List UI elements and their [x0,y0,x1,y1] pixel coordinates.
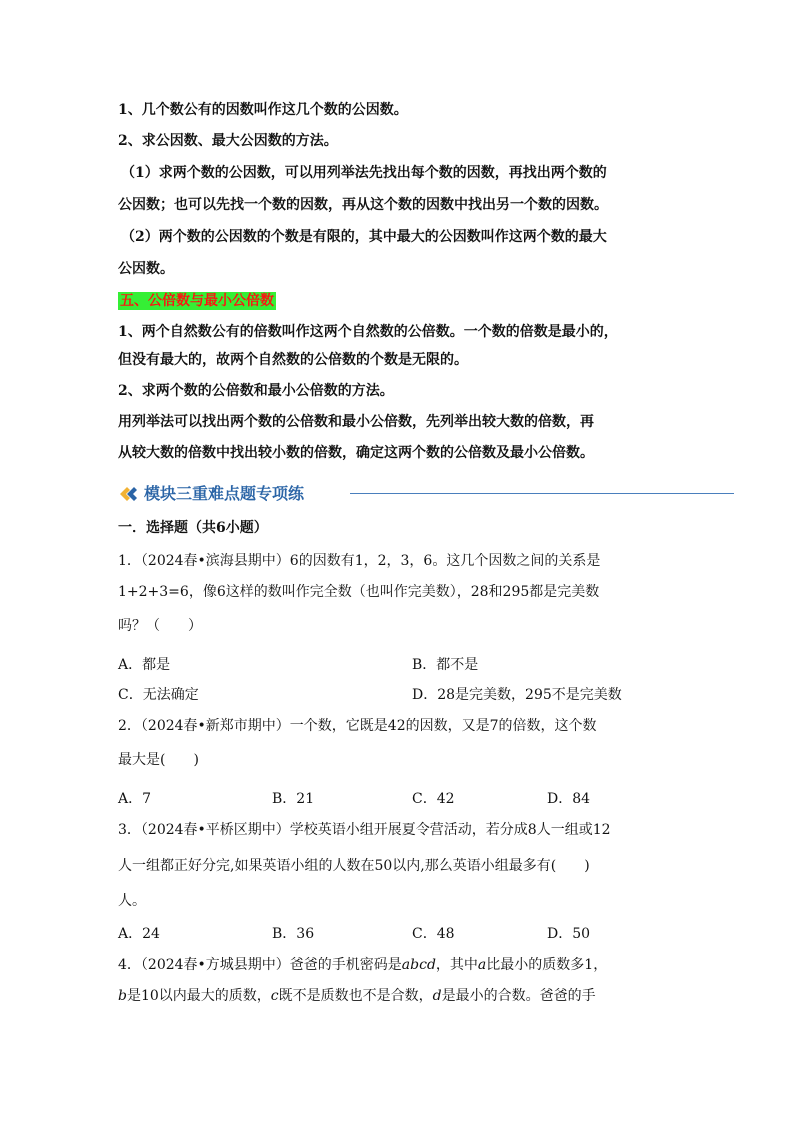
q1-stem-end: 吗？（ [118,618,160,634]
point-method-2-line1: （2）两个数的公因数的个数是有限的，其中最大的公因数叫作这两个数的最大 [121,229,607,245]
point-method-1-line1: （1）求两个数的公因数，可以用列举法先找出每个数的因数，再找出两个数的 [121,165,607,181]
q3-line1: 3．（2024春•平桥区期中）学校英语小组开展夏令营活动，若分成8人一组或12 [118,822,611,838]
q3-option-c: C．48 [412,926,455,942]
point-method-2-line2: 公因数。 [118,261,174,277]
q3-line3: 人。 [118,893,146,909]
point-method-heading: 2、求公因数、最大公因数的方法。 [118,133,338,149]
q4-var-d: d [432,988,442,1004]
q3-paren-close: ) [584,858,590,874]
q2-line2 [118,750,199,770]
double-chevron-icon [118,485,140,503]
q4-stem-e: 既不是质数也不是合数， [278,988,433,1004]
module-banner [118,482,618,506]
section-five-highlight: 五、公倍数与最小公倍数 [120,293,274,309]
q1-line2: 1+2+3=6，像6这样的数叫作完全数（也叫作完美数），28和295都是完美数 [118,584,600,600]
q4-stem-b: ，其中 [435,957,478,973]
q1-line3 [118,616,202,636]
point-multiple-method-line1: 用列举法可以找出两个数的公倍数和最小公倍数，先列举出较大数的倍数，再 [118,414,594,430]
q1-option-c: C．无法确定 [118,687,199,703]
q2-option-d: D．84 [547,791,591,807]
q1-paren-close: ） [188,618,202,634]
q3-stem: 人一组都正好分完,如果英语小组的人数在50以内,那么英语小组最多有( [118,858,557,874]
q1-option-b: B．都不是 [412,657,479,673]
q4-var-a: a [477,957,487,973]
q3-option-d: D．50 [547,926,591,942]
q3-option-a: A．24 [118,926,160,942]
q2-option-c: C．42 [412,791,455,807]
point-common-multiple-line1: 1、两个自然数公有的倍数叫作这两个自然数的公倍数。一个数的倍数是最小的， [118,324,618,340]
q4-line2 [118,986,596,1006]
section-choice-title: 一．选择题（共6小题） [118,520,268,536]
q3-option-b: B．36 [272,926,315,942]
q4-stem-f: 是最小的合数。爸爸的手 [441,988,596,1004]
q2-paren-close: ) [193,752,199,768]
q1-option-d: D．28是完美数，295不是完美数 [412,687,622,703]
q2-option-a: A．7 [118,791,152,807]
q2-option-b: B．21 [272,791,315,807]
point-common-factor-def: 1、几个数公有的因数叫作这几个数的公因数。 [118,102,408,118]
q4-var-b: b [118,988,127,1004]
q3-line2 [118,856,590,876]
section-five-title [118,291,276,311]
point-common-multiple-line2: 但没有最大的，故两个自然数的公倍数的个数是无限的。 [118,352,468,368]
module-rule [350,493,734,494]
q4-stem-d: 是10以内最大的质数， [126,988,271,1004]
q4-line1 [118,955,607,975]
q4-stem-a: 4．（2024春•方城县期中）爸爸的手机密码是 [118,957,402,973]
q1-line1: 1．（2024春•滨海县期中）6的因数有1，2，3，6。这几个因数之间的关系是 [118,553,601,569]
module-title: 模块三重难点题专项练 [144,484,305,503]
point-multiple-method-heading: 2、求两个数的公倍数和最小公倍数的方法。 [118,383,394,399]
point-method-1-line2: 公因数；也可以先找一个数的因数，再从这个数的因数中找出另一个数的因数。 [118,197,608,213]
q4-stem-c: 比最小的质数多1， [486,957,608,973]
q4-var-c: c [270,988,279,1004]
q2-stem-end: 最大是( [118,752,166,768]
q2-line1: 2．（2024春•新郑市期中）一个数，它既是42的因数，又是7的倍数，这个数 [118,718,597,734]
point-multiple-method-line2: 从较大数的倍数中找出较小数的倍数，确定这两个数的公倍数及最小公倍数。 [118,445,594,461]
q4-var-abcd: abcd [401,957,436,973]
q1-option-a: A．都是 [118,657,171,673]
